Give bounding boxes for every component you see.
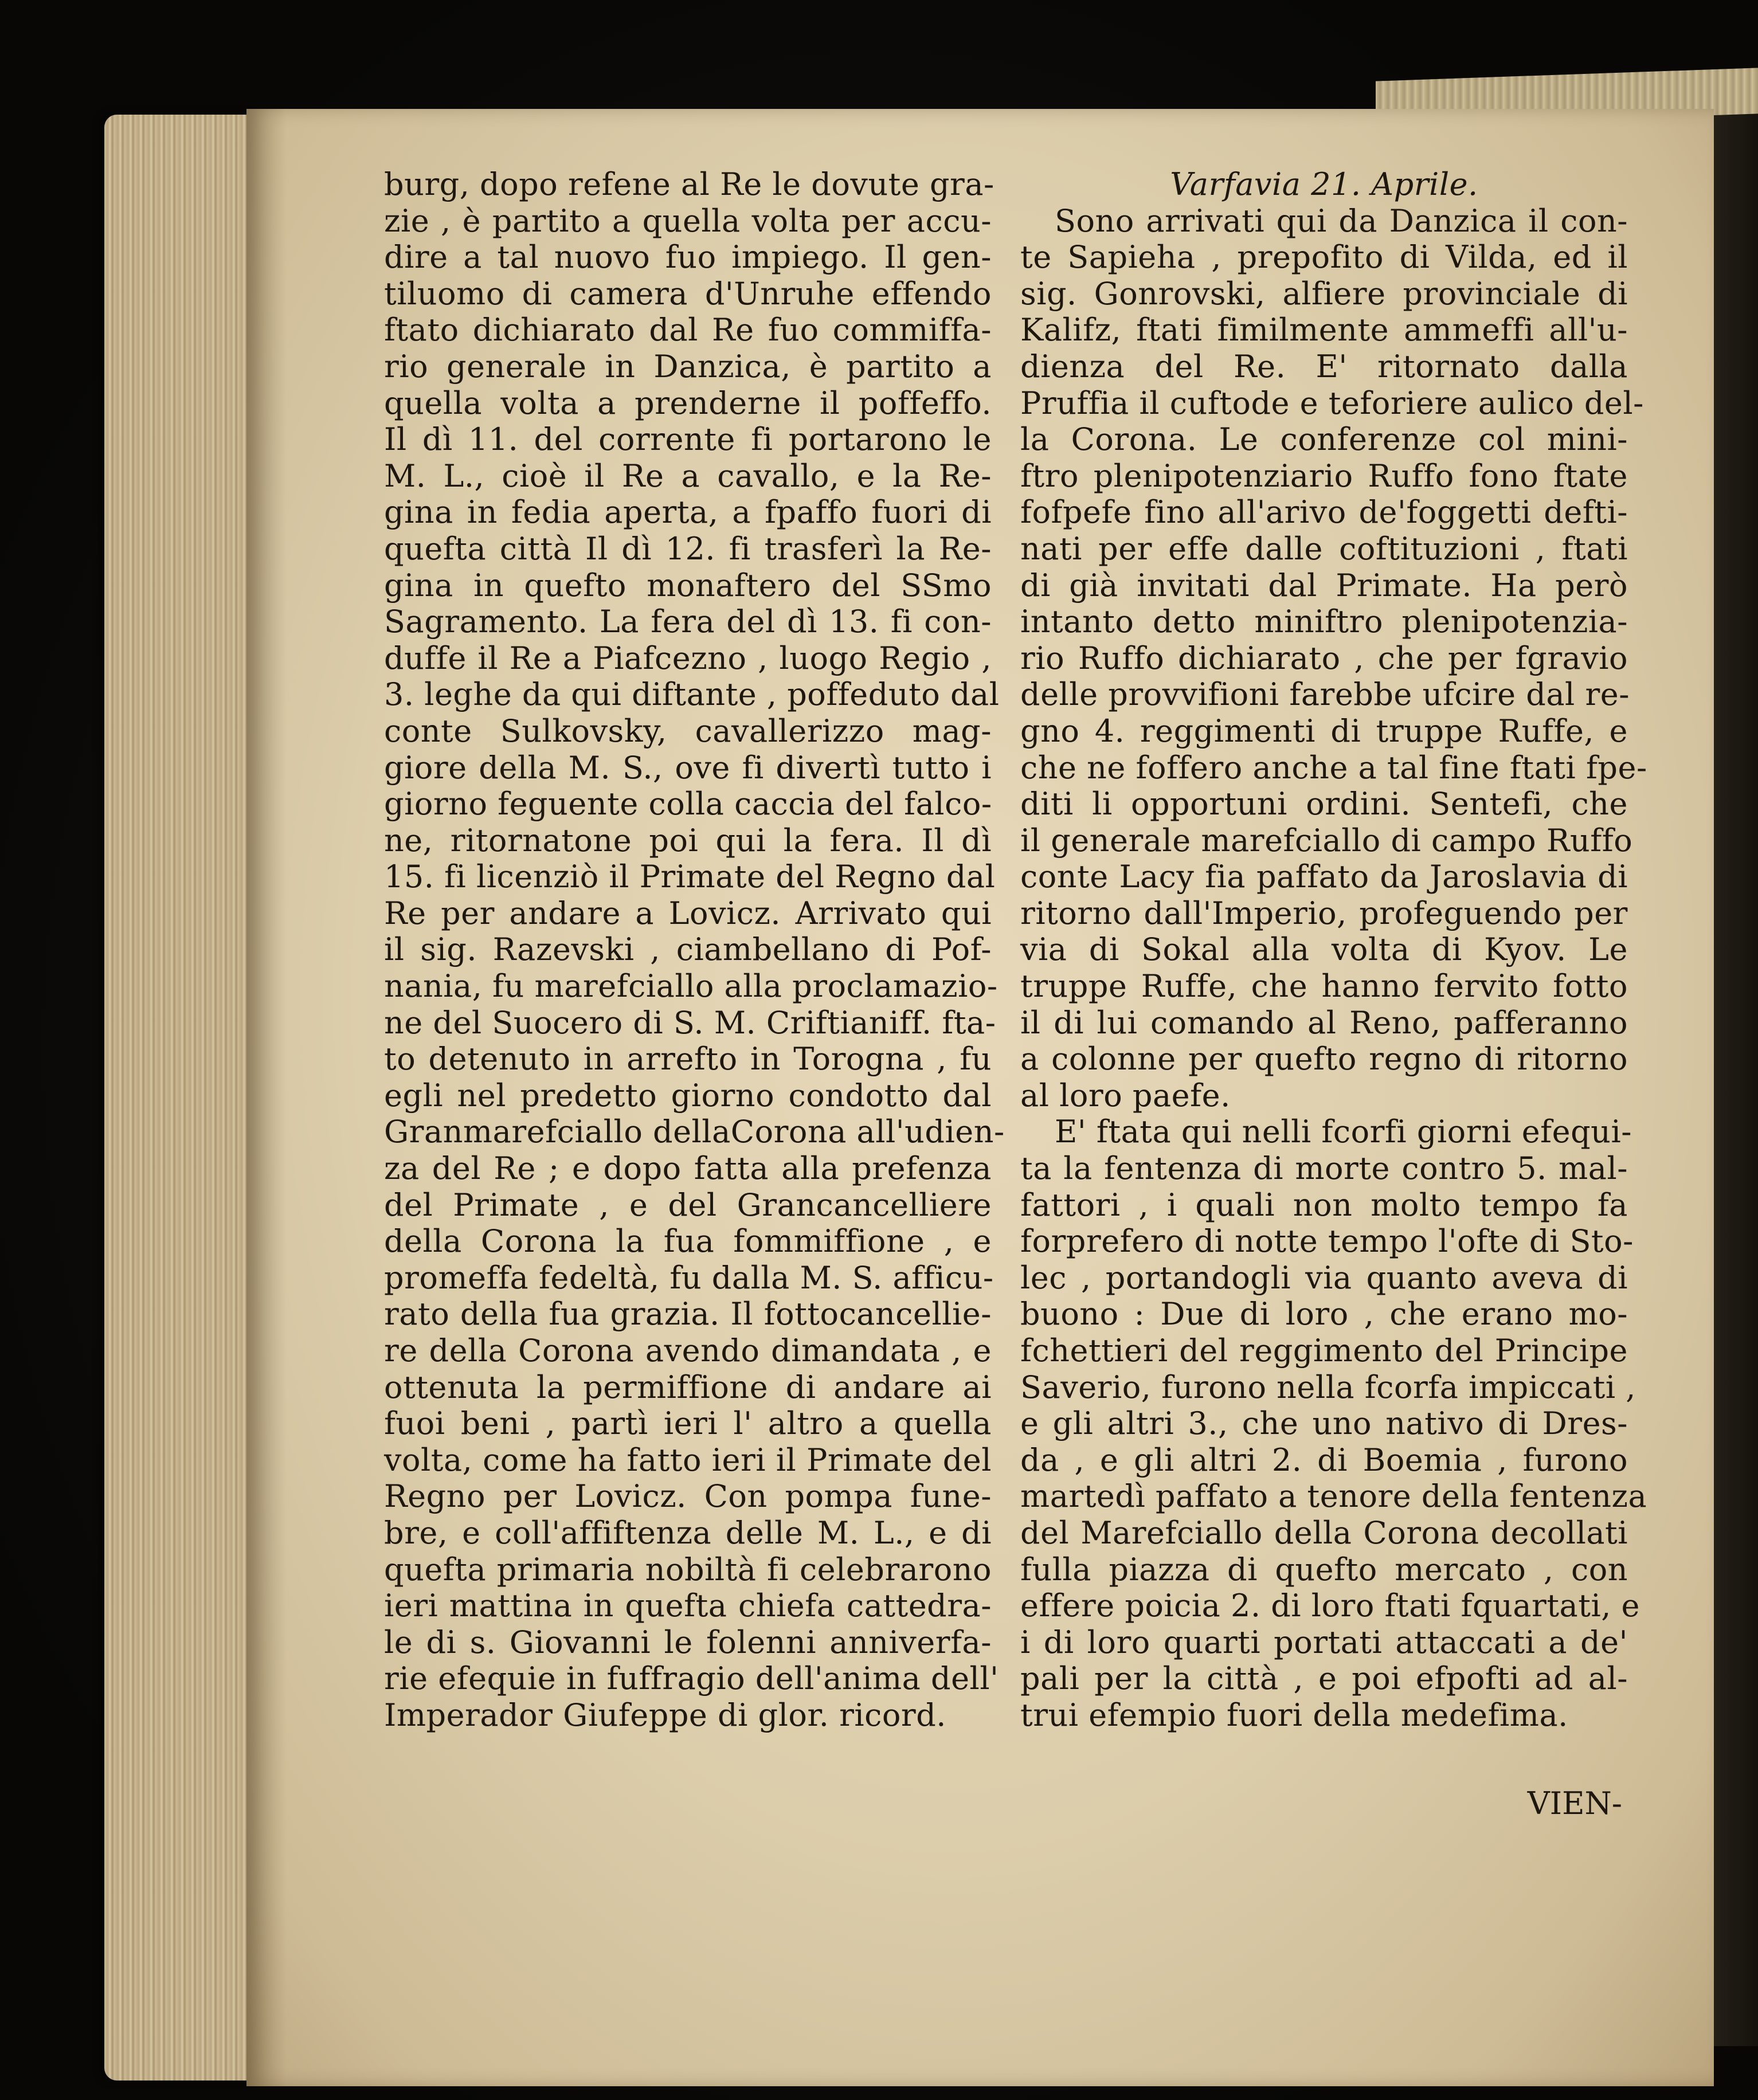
text-line: zie , è partito a quella volta per accu- [384,202,992,239]
text-line: di già invitati dal Primate. Ha però [1020,567,1628,604]
text-line: M. L., cioè il Re a cavallo, e la Re- [384,457,992,494]
text-line: fulla piazza di quefto mercato , con [1020,1551,1628,1588]
text-line: della Corona la fua fommiffione , e [384,1223,992,1260]
text-line: bre, e coll'affiftenza delle M. L., e di [384,1514,992,1551]
text-line: gina in fedia aperta, a fpaffo fuori di [384,494,992,531]
text-line: il di lui comando al Reno, pafferanno [1020,1004,1628,1041]
text-line: ritorno dall'Imperio, profeguendo per [1020,895,1628,931]
text-line: da , e gli altri 2. di Boemia , furono [1020,1441,1628,1478]
text-line: fchettieri del reggimento del Principe [1020,1333,1628,1369]
text-line: ftro plenipotenziario Ruffo fono ftate [1020,457,1628,494]
text-line: Regno per Lovicz. Con pompa fune- [384,1478,992,1515]
text-line: Saverio, furono nella fcorfa impiccati , [1020,1369,1636,1405]
text-line: dire a tal nuovo fuo impiego. Il gen- [384,239,992,276]
text-line: promeffa fedeltà, fu dalla M. S. afficu- [384,1259,994,1296]
text-line: tiluomo di camera d'Unruhe effendo [384,275,992,312]
text-line: rio generale in Danzica, è partito a [384,348,992,385]
text-line: Il dì 11. del corrente fi portarono le [384,421,992,458]
text-line: rato della fua grazia. Il fottocancellie- [384,1296,992,1333]
text-line: effere poicia 2. di loro ftati fquartati, e [1020,1588,1640,1624]
text-line: delle provvifioni farebbe ufcire dal re- [1020,676,1630,713]
text-line: ta la fentenza di morte contro 5. mal- [1020,1150,1628,1187]
text-line: il generale marefciallo di campo Ruffo [1020,822,1633,859]
text-line: Imperador Giufeppe di glor. ricord. [384,1697,946,1733]
text-line: re della Corona avendo dimandata , e [384,1333,992,1369]
catchword: VIEN- [1527,1785,1622,1821]
text-line: ieri mattina in quefta chiefa cattedra- [384,1588,992,1624]
text-line: E' ftata qui nelli fcorfi giorni efequi- [1055,1114,1632,1150]
text-line: burg, dopo refene al Re le dovute gra- [384,166,994,202]
text-line: fuoi beni , partì ieri l' altro a quella [384,1405,992,1442]
text-line: del Marefciallo della Corona decollati [1020,1514,1628,1551]
text-line: ne del Suocero di S. M. Criftianiff. fta- [384,1004,996,1041]
text-line: buono : Due di loro , che erano mo- [1020,1296,1628,1333]
text-line: e gli altri 3., che uno nativo di Dres- [1020,1405,1628,1442]
text-line: a colonne per quefto regno di ritorno [1020,1041,1628,1078]
text-line: conte Lacy fia paffato da Jaroslavia di [1020,859,1628,895]
text-line: Pruffia il cuftode e teforiere aulico del- [1020,385,1644,421]
text-line: quefta primaria nobiltà fi celebrarono [384,1551,992,1588]
text-line: i di loro quarti portati attaccati a de' [1020,1624,1628,1660]
text-line: gina in quefto monaftero del SSmo [384,567,992,604]
text-line: sig. Gonrovski, alfiere provinciale di [1020,275,1628,312]
text-line: martedì paffato a tenore della fentenza [1020,1478,1647,1515]
right-column [1020,166,1647,1734]
text-line: truppe Ruffe, che hanno fervito fotto [1020,968,1628,1005]
text-line: 15. fi licenziò il Primate del Regno dal [384,859,996,895]
text-line: egli nel predetto giorno condotto dal [384,1077,992,1114]
page-stack-left [104,115,253,2081]
left-column [384,166,1005,1734]
text-line: rie efequie in fuffragio dell'anima dell' [384,1660,999,1697]
text-line: al loro paefe. [1020,1077,1231,1114]
text-line: gno 4. reggimenti di truppe Ruffe, e [1020,712,1628,749]
text-line: rio Ruffo dichiarato , che per fgravio [1020,640,1628,676]
text-line: diti li opportuni ordini. Sentefi, che [1020,786,1628,822]
text-line: ftato dichiarato dal Re fuo commiffa- [384,312,992,348]
text-line: giorno feguente colla caccia del falco- [384,786,992,822]
text-line: conte Sulkovsky, cavallerizzo mag- [384,712,992,749]
text-line: Sagramento. La fera del dì 13. fi con- [384,604,992,640]
text-line: forprefero di notte tempo l'ofte di Sto- [1020,1223,1634,1260]
text-line: le di s. Giovanni le folenni anniverfa- [384,1624,992,1660]
text-line: che ne foffero anche a tal fine ftati fpe- [1020,749,1647,786]
text-line: lec , portandogli via quanto aveva di [1020,1259,1628,1296]
text-line: pali per la città , e poi efpofti ad al- [1020,1660,1628,1697]
text-line: Re per andare a Lovicz. Arrivato qui [384,895,992,931]
text-line: Kalifz, ftati fimilmente ammeffi all'u- [1020,312,1628,348]
text-line: la Corona. Le conferenze col mini- [1020,421,1628,458]
text-line: ne, ritornatone poi qui la fera. Il dì [384,822,992,859]
gutter-shadow [246,109,287,2086]
text-line: za del Re ; e dopo fatta alla prefenza [384,1150,992,1187]
text-line: il sig. Razevski , ciambellano di Pof- [384,931,992,968]
text-line: te Sapieha , prepofito di Vilda, ed il [1020,239,1628,276]
text-line: Granmarefciallo dellaCorona all'udien- [384,1114,1005,1150]
text-line: trui efempio fuori della medefima. [1020,1697,1568,1733]
text-line: nati per effe dalle coftituzioni , ftati [1020,530,1628,567]
text-line: fofpefe fino all'arivo de'foggetti defti- [1020,494,1628,531]
text-line: duffe il Re a Piafcezno , luogo Regio , [384,640,992,676]
text-line: intanto detto miniftro plenipotenzia- [1020,604,1628,640]
text-line: nania, fu marefciallo alla proclamazio- [384,968,998,1005]
text-line: quella volta a prenderne il poffeffo. [384,385,992,421]
text-line: giore della M. S., ove fi divertì tutto i [384,749,992,786]
text-line: Sono arrivati qui da Danzica il con- [1055,202,1628,239]
text-line: to detenuto in arrefto in Torogna , fu [384,1041,992,1078]
text-line: fattori , i quali non molto tempo fa [1020,1186,1628,1223]
text-line: dienza del Re. E' ritornato dalla [1020,348,1628,385]
text-line: quefta città Il dì 12. fi trasferì la Re- [384,530,992,567]
text-line: volta, come ha fatto ieri il Primate del [384,1441,992,1478]
text-line: del Primate , e del Grancancelliere [384,1186,992,1223]
text-line: ottenuta la permiffione di andare ai [384,1369,992,1405]
text-line: 3. leghe da qui diftante , poffeduto dal [384,676,1000,713]
dateline-heading: Varfavia 21. Aprile. [1170,166,1478,202]
text-line: via di Sokal alla volta di Kyov. Le [1020,931,1628,968]
